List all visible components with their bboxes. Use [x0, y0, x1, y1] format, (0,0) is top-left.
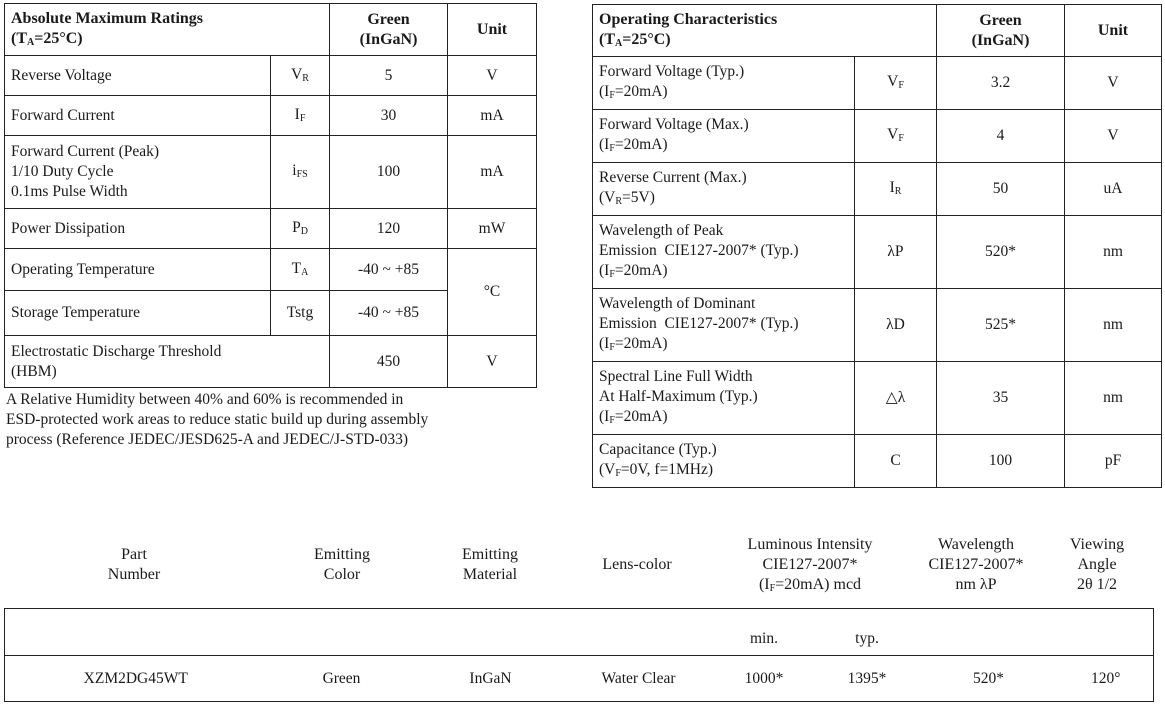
table-row: [5, 136, 537, 209]
param-label: Reverse Voltage: [5, 56, 271, 96]
value: -40 ~ +85: [330, 249, 448, 291]
param-label: Forward Voltage (Typ.) $(I_F=20mA)$: [593, 57, 855, 110]
unit: nm: [1065, 289, 1162, 362]
unit: mA: [448, 136, 537, 209]
value: 100: [937, 435, 1065, 488]
absolute-maximum-ratings-table: [4, 3, 537, 388]
amr-green-header: Green (InGaN): [330, 4, 448, 56]
symbol: Tstg: [271, 291, 330, 336]
opc-green-header: Green (InGaN): [937, 5, 1065, 57]
part-number: XZM2DG45WT: [5, 656, 267, 702]
unit: uA: [1065, 163, 1162, 216]
typ-label: typ.: [816, 609, 919, 656]
min-label: min.: [713, 609, 816, 656]
table-row: [593, 362, 1162, 435]
part-number-table: [4, 608, 1154, 702]
value: 520*: [937, 216, 1065, 289]
subheader-row: [5, 609, 1154, 656]
param-label: Forward Current (Peak) 1/10 Duty Cycle 0.1ms Pulse Width: [5, 136, 271, 209]
value: 5: [330, 56, 448, 96]
value: 50: [937, 163, 1065, 216]
intensity-typ: 1395*: [816, 656, 919, 702]
value: 35: [937, 362, 1065, 435]
value: 4: [937, 110, 1065, 163]
param-label: Capacitance (Typ.) ($V_F=0V$, f=1MHz): [593, 435, 855, 488]
header-part-number: Part Number: [107, 546, 161, 583]
symbol: C: [855, 435, 937, 488]
table-row: [593, 435, 1162, 488]
table-row: [5, 656, 1154, 702]
unit: mW: [448, 209, 537, 249]
table-row: [593, 57, 1162, 110]
value: 3.2: [937, 57, 1065, 110]
value: -40 ~ +85: [330, 291, 448, 336]
emitting-color: Green: [267, 656, 417, 702]
opc-title: Operating Characteristics: [599, 10, 778, 28]
intensity-min: 1000*: [713, 656, 816, 702]
value: 120: [330, 209, 448, 249]
amr-title-cell: [5, 4, 330, 56]
table-row: [5, 249, 537, 291]
param-label: Electrostatic Discharge Threshold (HBM): [5, 336, 330, 388]
param-label: Operating Temperature: [5, 249, 271, 291]
unit: V: [1065, 110, 1162, 163]
symbol: $I_R$: [855, 163, 937, 216]
table-row: [5, 56, 537, 96]
param-label: Wavelength of Peak Emission CIE127-2007* (Typ.) $(I_F=20mA)$: [593, 216, 855, 289]
header-lens-color: Lens-color: [602, 556, 672, 573]
lens-color: Water Clear: [565, 656, 713, 702]
param-label: Forward Voltage (Max.) $(I_F=20mA)$: [593, 110, 855, 163]
symbol: $i_{FS}$: [271, 136, 330, 209]
symbol: $P_D$: [271, 209, 330, 249]
symbol: λD: [855, 289, 937, 362]
emitting-material: InGaN: [417, 656, 565, 702]
symbol: $V_F$: [855, 110, 937, 163]
value: 450: [330, 336, 448, 388]
table-row: [5, 209, 537, 249]
amr-condition: $(T_A=25^\circ C)$: [11, 29, 83, 48]
header-emitting-color: Emitting Color: [314, 546, 370, 583]
symbol: △λ: [855, 362, 937, 435]
symbol: λP: [855, 216, 937, 289]
opc-title-cell: [593, 5, 937, 57]
amr-title: Absolute Maximum Ratings: [11, 9, 204, 27]
table-row: [593, 216, 1162, 289]
amr-unit-header: Unit: [448, 4, 537, 56]
symbol: $V_F$: [855, 57, 937, 110]
symbol: $T_A$: [271, 249, 330, 291]
header-luminous-intensity: Luminous Intensity CIE127-2007* $(I_F=20mA)$ mcd: [747, 536, 873, 594]
viewing-angle: 120°: [1059, 656, 1154, 702]
unit: nm: [1065, 362, 1162, 435]
operating-characteristics-table: [592, 4, 1162, 488]
value: 30: [330, 96, 448, 136]
header-emitting-material: Emitting Material: [462, 546, 518, 583]
opc-condition: $(T_A=25^\circ C)$: [599, 30, 671, 49]
parts-header: [4, 535, 1154, 605]
header-wavelength: Wavelength CIE127-2007* nm λP: [928, 536, 1024, 593]
table-row: [593, 110, 1162, 163]
opc-unit-header: Unit: [1065, 5, 1162, 57]
symbol: $V_R$: [271, 56, 330, 96]
value: 525*: [937, 289, 1065, 362]
wavelength: 520*: [919, 656, 1059, 702]
param-label: Forward Current: [5, 96, 271, 136]
value: 100: [330, 136, 448, 209]
header-viewing-angle: Viewing Angle 2θ 1/2: [1069, 536, 1125, 593]
unit: V: [448, 336, 537, 388]
param-label: Wavelength of Dominant Emission CIE127-2007* (Typ.) $(I_F=20mA)$: [593, 289, 855, 362]
param-label: Storage Temperature: [5, 291, 271, 336]
table-row: [593, 289, 1162, 362]
param-label: Spectral Line Full Width At Half-Maximum (Typ.) $(I_F=20mA)$: [593, 362, 855, 435]
unit: V: [448, 56, 537, 96]
table-row: [593, 163, 1162, 216]
symbol: $I_F$: [271, 96, 330, 136]
param-label: Reverse Current (Max.) $(V_R=5V)$: [593, 163, 855, 216]
unit: pF: [1065, 435, 1162, 488]
table-row: [5, 336, 537, 388]
unit: mA: [448, 96, 537, 136]
temperature-unit: °C: [448, 249, 537, 336]
table-row: [5, 96, 537, 136]
unit: V: [1065, 57, 1162, 110]
unit: nm: [1065, 216, 1162, 289]
esd-note: A Relative Humidity between 40% and 60% is recommended in ESD-protected work areas to reduce static build up during assembly process (Reference JEDEC/JESD625-A and JEDEC/J-STD-033): [6, 391, 429, 448]
param-label: Power Dissipation: [5, 209, 271, 249]
